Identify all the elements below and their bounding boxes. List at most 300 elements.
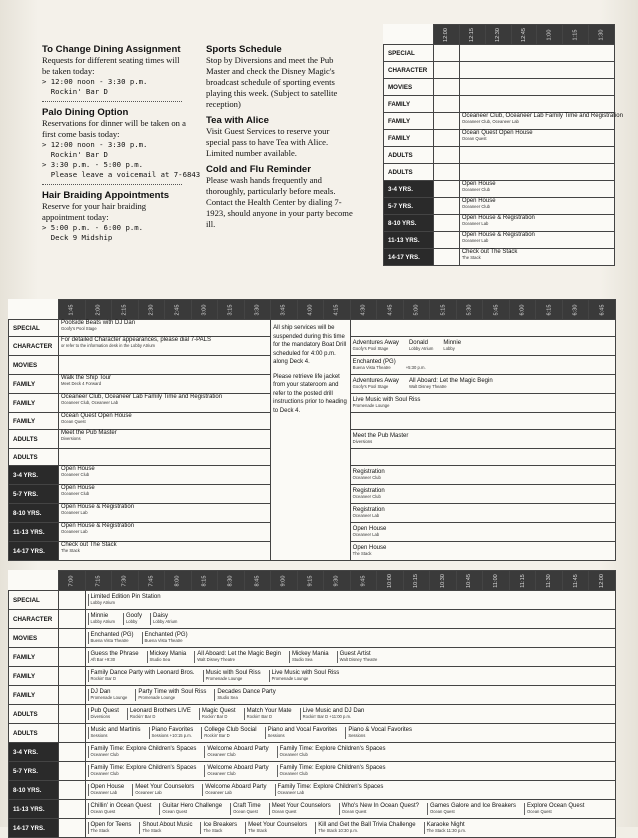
slot-cell (434, 181, 460, 198)
slot-cell (59, 610, 86, 629)
time-label: 9:30 (333, 575, 340, 586)
schedule-event (194, 651, 281, 663)
event-venue: Oceaneer Lab (135, 790, 162, 795)
schedule-event (345, 727, 412, 739)
slot-cell-right (350, 337, 615, 356)
event-title: Enchanted (PG) (144, 632, 188, 638)
schedule-event (61, 320, 268, 332)
event-venue: Ocean Quest (90, 809, 116, 814)
event-venue: Oceaneer Club (90, 752, 119, 757)
slot-cell (85, 705, 615, 724)
row-label: MOVIES (9, 356, 59, 375)
row-label: FAMILY (384, 113, 434, 130)
event-venue: Studio Sea (291, 657, 313, 662)
header-corner (9, 571, 59, 591)
schedule-row (9, 667, 616, 686)
slot-cell (85, 591, 615, 610)
time-label: 3:15 (227, 304, 234, 315)
time-label: 4:45 (386, 304, 393, 315)
time-slot-header (112, 571, 139, 591)
event-title: Limited Edition Pin Station (90, 594, 161, 600)
slot-cell (459, 79, 614, 96)
time-label: 9:45 (360, 575, 367, 586)
row-label: 3-4 YRS. (384, 181, 434, 198)
schedule-row (384, 164, 615, 181)
slot-cell (59, 667, 86, 686)
notice-paragraph: All ship services will be suspended during this time for the mandatory Boat Drill scheduled for 4:00 p.m. along Deck 4. (273, 325, 347, 365)
slot-cell (459, 130, 614, 147)
event-title: Meet Your Counselors (271, 803, 331, 809)
event-title: Kill and Get the Ball Trivia Challenge (318, 822, 416, 828)
event-title: Music and Martinis (90, 727, 141, 733)
row-label: 8-10 YRS. (384, 215, 434, 232)
event-venue: Lobby Atrium (408, 346, 434, 351)
time-label: 1:00 (546, 29, 553, 40)
event-venue: Oceaneer Club (207, 771, 236, 776)
slot-cell-left (59, 504, 271, 523)
time-slot-header (165, 571, 192, 591)
event-title: Registration (352, 469, 385, 475)
time-slot-header (112, 300, 139, 320)
time-slot-header (403, 300, 430, 320)
time-label: 7:45 (148, 575, 155, 586)
slot-cell (459, 249, 614, 266)
event-title: Poolside Beats with DJ Dan (61, 320, 136, 326)
time-slot-header (483, 300, 510, 320)
row-label: 14-17 YRS. (9, 819, 59, 838)
schedule-event (88, 727, 141, 739)
slot-cell-left (59, 485, 271, 504)
time-label: 8:15 (201, 575, 208, 586)
event-title: Guest Artist (339, 651, 371, 657)
event-title: Registration (352, 507, 385, 513)
event-title: Guess the Phrase (90, 651, 139, 657)
slot-cell-left (59, 466, 271, 485)
event-venue: Rockin' Bar D (129, 714, 156, 719)
event-venue: Rockin' Bar D (204, 733, 230, 738)
time-label: 4:15 (333, 304, 340, 315)
header-corner (9, 300, 59, 320)
event-title: Donald (408, 340, 428, 346)
event-title: Enchanted (PG) (90, 632, 134, 638)
event-title: Party Time with Soul Riss (138, 689, 207, 695)
event-title: Guitar Hero Challenge (162, 803, 223, 809)
event-title: Piano & Vocal Favorites (348, 727, 413, 733)
schedule-event (269, 670, 340, 682)
schedule-event (88, 594, 161, 606)
schedule-event (245, 822, 307, 834)
time-slot-header (511, 25, 537, 45)
slot-cell (459, 62, 614, 79)
event-title: Live Music with Soul Riss (271, 670, 340, 676)
schedule-event (462, 249, 612, 261)
slot-cell-right (350, 413, 615, 430)
event-title: Open House (61, 466, 95, 472)
slot-cell (85, 686, 615, 705)
schedule-event (443, 340, 461, 352)
schedule-event (353, 545, 387, 557)
event-venue: Oceaneer Club (207, 752, 236, 757)
row-label: FAMILY (9, 667, 59, 686)
time-slot-header (563, 25, 589, 45)
slot-cell (459, 113, 623, 130)
schedule-event (88, 803, 152, 815)
info-body: Reservations for dinner will be taken on a first come basis today: (42, 118, 186, 139)
time-slot-header (536, 571, 563, 591)
event-title: Family Time: Explore Children's Spaces (277, 784, 384, 790)
info-heading: To Change Dining Assignment (42, 44, 181, 55)
info-heading: Palo Dining Option (42, 107, 129, 118)
schedule-event (461, 113, 623, 125)
event-venue: Walt Disney Theatre (197, 657, 235, 662)
event-venue: Buena Vista Theatre (144, 638, 183, 643)
slot-cell (59, 648, 86, 667)
schedule-event (214, 689, 275, 701)
event-title: Mickey Mania (149, 651, 187, 657)
slot-cell-left (59, 523, 271, 542)
slot-cell (459, 147, 614, 164)
time-slot-header (485, 25, 511, 45)
event-venue: Oceaneer Lab (205, 790, 232, 795)
event-title: Adventures Away (352, 340, 399, 346)
event-venue: Sessions (348, 733, 366, 738)
row-label: 11-13 YRS. (384, 232, 434, 249)
event-venue: Walt Disney Theatre (408, 384, 447, 389)
event-title: Open House (461, 181, 496, 187)
slot-cell (434, 79, 460, 96)
schedule-row (9, 819, 616, 838)
time-slot-header (430, 571, 457, 591)
event-venue: Promenade Lounge (138, 695, 176, 700)
event-venue: Oceaneer Lab (61, 529, 88, 534)
time-slot-header (562, 571, 589, 591)
event-title: Family Time: Explore Children's Spaces (90, 765, 197, 771)
schedule-row (384, 249, 615, 266)
time-slot-header (456, 571, 483, 591)
row-label: ADULTS (9, 430, 59, 449)
schedule-row (384, 45, 615, 62)
row-label: CHARACTER (9, 610, 59, 629)
time-label: 10:00 (386, 573, 393, 588)
time-slot-header (403, 571, 430, 591)
event-venue: Studio Sea (149, 657, 171, 662)
time-label: 2:30 (148, 304, 155, 315)
slot-cell (85, 610, 615, 629)
schedule-row (384, 62, 615, 79)
event-title: Check out The Stack (61, 542, 117, 548)
schedule-row (9, 320, 616, 337)
time-label: 2:45 (174, 304, 181, 315)
schedule-event (462, 130, 612, 142)
schedule-row (384, 215, 615, 232)
schedule-event (353, 433, 409, 445)
schedule-row (9, 705, 616, 724)
schedule-event (61, 523, 268, 535)
time-label: 12:15 (469, 27, 476, 42)
time-label: 11:15 (519, 573, 526, 588)
info-time-line: > 5:00 p.m. - 6:00 p.m. (42, 223, 144, 232)
schedule-event (353, 488, 385, 500)
time-label: 9:00 (280, 575, 287, 586)
event-venue: Ocean Quest (527, 809, 552, 814)
event-venue: or refer to the information desk in the Lobby Atrium (61, 343, 156, 348)
event-title: Welcome Aboard Party (207, 746, 269, 752)
event-title: Chillin' in Ocean Quest (90, 803, 152, 809)
time-slot-header (434, 25, 460, 45)
time-header-row (9, 300, 616, 320)
row-label: 5-7 YRS. (384, 198, 434, 215)
schedule-event (353, 507, 385, 519)
event-title: Welcome Aboard Party (207, 765, 269, 771)
event-venue: Oceaneer Club (61, 491, 90, 496)
event-venue: Rockin' Bar D (246, 714, 273, 719)
time-label: 11:00 (493, 573, 499, 588)
time-slot-header (85, 300, 112, 320)
row-label: 8-10 YRS. (9, 781, 59, 800)
time-slot-header (191, 571, 218, 591)
time-slot-header (377, 300, 404, 320)
slot-cell-left (59, 337, 271, 356)
schedule-event (142, 632, 188, 644)
schedule-event (409, 378, 493, 390)
row-label: MOVIES (9, 629, 59, 648)
event-venue: Diversions (61, 436, 81, 441)
schedule-event (88, 765, 197, 777)
event-title: Open House (61, 485, 95, 491)
slot-cell-left (59, 320, 271, 337)
time-slot-header (459, 25, 485, 45)
schedule-event (204, 765, 268, 777)
event-venue: Diversions (90, 714, 111, 719)
time-label: 11:45 (572, 573, 579, 588)
schedule-event (150, 613, 177, 625)
event-venue: Lobby Atrium (90, 600, 115, 605)
event-venue: Rockin' Bar D +11:00 p.m. (302, 714, 352, 719)
slot-cell-right (350, 449, 615, 466)
boat-drill-notice (271, 320, 351, 561)
event-venue: Oceaneer Club (279, 771, 308, 776)
event-title: Mickey Mania (291, 651, 329, 657)
schedule-event (61, 504, 268, 516)
schedule-event (88, 689, 128, 701)
time-slot-header (350, 571, 377, 591)
event-title: Ice Breakers (203, 822, 238, 828)
event-venue: Oceaneer Lab (461, 221, 489, 226)
schedule-event (88, 708, 119, 720)
info-heading: Sports Schedule (206, 44, 282, 55)
event-venue: Oceaneer Lab (61, 510, 88, 515)
slot-cell (59, 629, 86, 648)
info-body: Requests for different seating times will be taken today: (42, 55, 180, 76)
schedule-event (289, 651, 329, 663)
event-venue: Lobby Atrium (90, 619, 115, 624)
event-venue: Oceaneer Lab (352, 513, 380, 518)
time-label: 10:15 (413, 573, 420, 588)
row-label: 5-7 YRS. (9, 762, 59, 781)
slot-cell (434, 198, 460, 215)
schedule-event (406, 365, 426, 371)
slot-cell-right (350, 504, 615, 523)
time-slot-header (324, 300, 351, 320)
event-venue: Aft Bar +9:30 (90, 657, 116, 662)
slot-cell (434, 164, 460, 181)
slot-cell-right (350, 356, 615, 375)
slot-cell (85, 819, 615, 838)
row-label: CHARACTER (9, 337, 59, 356)
event-venue: Oceaneer Club (61, 472, 90, 477)
event-venue: Oceaneer Club (352, 494, 381, 499)
time-slot-header (589, 25, 615, 45)
event-venue: Oceaneer Lab (461, 238, 489, 243)
event-venue: Oceaneer Club (352, 475, 381, 480)
slot-cell (59, 800, 86, 819)
schedule-event (88, 651, 139, 663)
schedule-event (353, 397, 421, 409)
event-title: Oceaneer Club, Oceaneer Lab Family Time and Registration (461, 113, 623, 119)
slot-cell (434, 215, 460, 232)
event-venue: Ocean Quest (162, 809, 188, 814)
slot-cell (459, 96, 614, 113)
event-title: Open House (352, 545, 387, 551)
info-time-line: > 12:00 noon - 3:30 p.m. (42, 77, 148, 86)
time-slot-header (59, 300, 86, 320)
row-label: 5-7 YRS. (9, 485, 59, 504)
schedule-row (384, 79, 615, 96)
row-label: 14-17 YRS. (384, 249, 434, 266)
event-title: Goofy (125, 613, 142, 619)
row-label: MOVIES (384, 79, 434, 96)
time-slot-header (165, 300, 192, 320)
schedule-row (9, 743, 616, 762)
schedule-event (135, 689, 206, 701)
schedule-event (88, 746, 197, 758)
event-venue: Oceaneer Club (461, 204, 491, 209)
schedule-event (424, 822, 467, 834)
event-venue: Buena Vista Theatre (90, 638, 129, 643)
time-slot-header (509, 300, 536, 320)
time-label: 12:30 (495, 27, 502, 42)
info-heading: Tea with Alice (206, 115, 269, 126)
event-venue: Studio Sea (217, 695, 238, 700)
info-heading: Cold and Flu Reminder (206, 164, 312, 175)
schedule-event (353, 359, 396, 371)
time-label: 6:15 (546, 304, 553, 315)
event-title: Adventures Away (352, 378, 399, 384)
info-time-line: Deck 9 Midship (42, 233, 113, 242)
event-title: DJ Dan (90, 689, 111, 695)
event-title: Welcome Aboard Party (205, 784, 267, 790)
event-title: Open for Teens (90, 822, 132, 828)
event-title: Enchanted (PG) (352, 359, 396, 365)
row-label: 11-13 YRS. (9, 800, 59, 819)
schedule-event (275, 784, 384, 796)
event-venue: The Stack (142, 828, 162, 833)
time-slot-header (138, 571, 165, 591)
schedule-event (353, 378, 399, 390)
time-slot-header (456, 300, 483, 320)
event-title: Daisy (152, 613, 168, 619)
event-venue: Oceaneer Club (461, 187, 491, 192)
event-title: Registration (352, 488, 385, 494)
time-label: 8:45 (254, 575, 261, 586)
event-title: College Club Social (204, 727, 257, 733)
info-time-line: Rockin' Bar D (42, 150, 108, 159)
time-slot-header (430, 300, 457, 320)
schedule-event (88, 632, 134, 644)
slot-cell-left (59, 375, 271, 394)
slot-cell (85, 648, 615, 667)
schedule-event (200, 822, 237, 834)
event-title: Explore Ocean Quest (527, 803, 585, 809)
schedule-row (9, 724, 616, 743)
schedule-row (384, 96, 615, 113)
time-label: 10:30 (439, 573, 446, 588)
schedule-row (384, 147, 615, 164)
event-venue: Ocean Quest (429, 809, 455, 814)
slot-cell (434, 232, 460, 249)
event-venue: Ocean Quest (233, 809, 258, 814)
time-label: 1:45 (68, 304, 75, 315)
event-venue: Oceaneer Club, Oceaneer Lab (461, 119, 519, 124)
row-label: 3-4 YRS. (9, 466, 59, 485)
schedule-event (88, 613, 115, 625)
event-title: Meet Your Counselors (248, 822, 308, 828)
schedule-row (9, 800, 616, 819)
info-time-line: Rockin' Bar D (42, 87, 108, 96)
time-slot-header (350, 300, 377, 320)
row-label: 8-10 YRS. (9, 504, 59, 523)
schedule-event (524, 803, 584, 815)
time-label: 6:30 (572, 304, 579, 315)
event-venue: The Stack (90, 828, 110, 833)
event-title: Open House (90, 784, 125, 790)
schedule-event (409, 340, 433, 352)
event-venue: Promenade Lounge (271, 676, 309, 681)
event-title: Oceaneer Club, Oceaneer Lab Family Time and Registration (61, 394, 223, 400)
schedule-event (61, 375, 268, 387)
event-title: Leonard Brothers LIVE (129, 708, 191, 714)
schedule-event (132, 784, 194, 796)
event-venue: Sessions (90, 733, 108, 738)
row-label: 11-13 YRS. (9, 523, 59, 542)
time-slot-header (483, 571, 510, 591)
schedule-event (127, 708, 191, 720)
event-title: Family Dance Party with Leonard Bros. (90, 670, 195, 676)
info-body: Visit Guest Services to reserve your special pass to have Tea with Alice. Limited number available. (206, 126, 330, 158)
time-label: 5:00 (413, 304, 420, 315)
event-venue: Lobby Atrium (152, 619, 178, 624)
time-label: 9:15 (307, 575, 314, 586)
time-label: 11:30 (546, 573, 553, 588)
time-label: 7:30 (121, 575, 128, 586)
slot-cell-left (59, 413, 271, 430)
info-body: Please wash hands frequently and thoroughly, particularly before meals. Contact the Health Center by dialing 7-1923, should anyone in your party become ill. (206, 175, 353, 229)
row-label: ADULTS (384, 147, 434, 164)
time-slot-header (218, 300, 245, 320)
schedule-event (339, 803, 419, 815)
schedule-event (88, 670, 195, 682)
event-title: Decades Dance Party (217, 689, 276, 695)
slot-cell-right (350, 394, 615, 413)
event-venue: Promenade Lounge (205, 676, 243, 681)
event-venue: Goofy's Pool Stage (352, 384, 389, 389)
schedule-event (337, 651, 378, 663)
row-label: ADULTS (384, 164, 434, 181)
event-title: Open House (461, 198, 496, 204)
info-time-line: > 3:30 p.m. - 5:00 p.m. (42, 160, 144, 169)
event-title: For detailed Character appearances, please dial 7-PALS (61, 337, 211, 343)
event-venue: Rockin' Bar D (201, 714, 228, 719)
